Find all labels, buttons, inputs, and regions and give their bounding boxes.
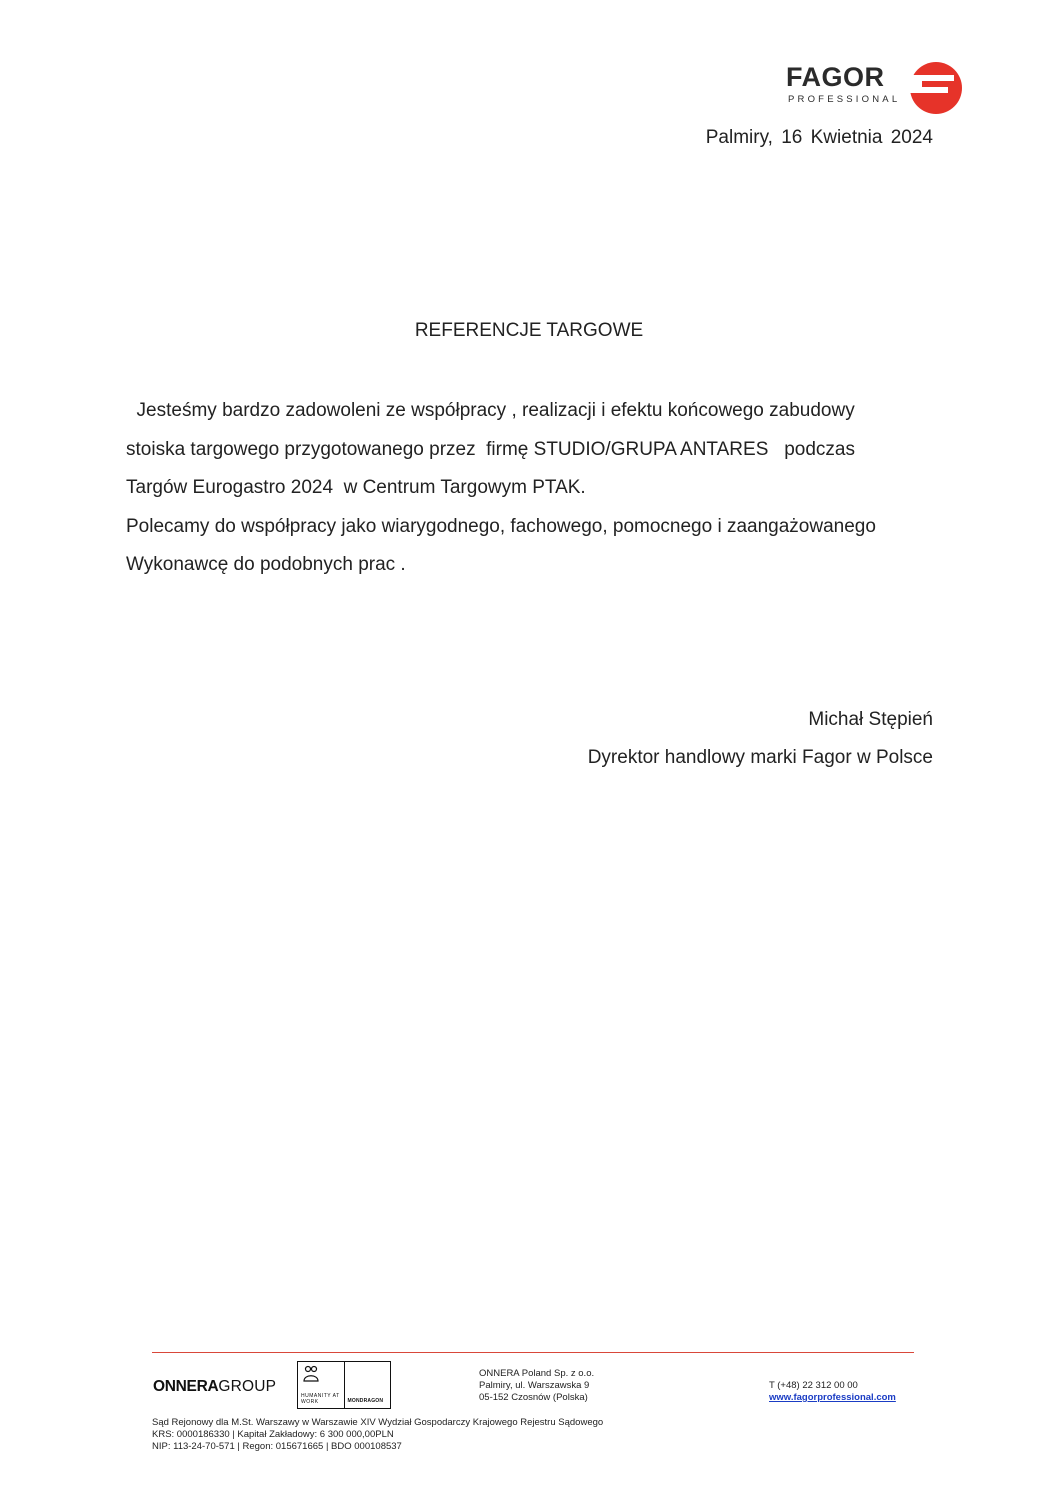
legal-line: Sąd Rejonowy dla M.St. Warszawy w Warszawie XIV Wydział Gospodarczy Krajowego Rejestru Sądowego — [152, 1417, 604, 1428]
company-contact — [769, 1380, 896, 1404]
mondragon-label: MONDRAGON — [347, 1398, 384, 1404]
humanity-label: HUMANITY AT WORK — [301, 1393, 340, 1405]
phone-number: T (+48) 22 312 00 00 — [769, 1380, 858, 1391]
logo-wordmark: FAGOR — [786, 62, 885, 92]
address-line: Palmiry, ul. Warszawska 9 — [479, 1380, 590, 1391]
footer-divider — [152, 1352, 914, 1353]
signature-block — [588, 701, 933, 777]
humanity-at-work-cell — [298, 1362, 344, 1408]
body-line: Jesteśmy bardzo zadowoleni ze współpracy , realizacji i efektu końcowego zabudowy — [126, 400, 855, 421]
address-line: ONNERA Poland Sp. z o.o. — [479, 1368, 595, 1379]
letter-body — [126, 392, 946, 585]
logo-subtitle: PROFESSIONAL — [788, 94, 901, 105]
signer-role: Dyrektor handlowy marki Fagor w Polsce — [587, 747, 933, 768]
cooperative-badge — [297, 1361, 391, 1409]
address-line: 05-152 Czosnów (Polska) — [479, 1392, 588, 1403]
onnera-bold: ONNERA — [153, 1378, 219, 1395]
fagor-logo — [786, 60, 966, 116]
onnera-group-logo — [153, 1378, 276, 1396]
legal-info — [152, 1417, 603, 1453]
document-title: REFERENCJE TARGOWE — [414, 320, 644, 341]
body-line: stoiska targowego przygotowanego przez firmę STUDIO/GRUPA ANTARES podczas — [126, 438, 855, 460]
signer-name: Michał Stępień — [808, 709, 933, 730]
company-address — [479, 1368, 594, 1404]
website-link[interactable]: www.fagorprofessional.com — [769, 1392, 896, 1403]
body-line: Wykonawcę do podobnych prac . — [126, 554, 406, 575]
legal-line: KRS: 0000186330 | Kapitał Zakładowy: 6 300 000,00PLN — [152, 1429, 394, 1440]
humanity-people-icon — [303, 1365, 319, 1383]
mondragon-cell — [344, 1362, 391, 1408]
fagor-mark-icon — [904, 60, 962, 116]
legal-line: NIP: 113-24-70-571 | Regon: 015671665 | BDO 000108537 — [152, 1441, 402, 1452]
body-line: Targów Eurogastro 2024 w Centrum Targowym PTAK. — [126, 477, 586, 498]
letter-date: Palmiry, 16 Kwietnia 2024 — [705, 127, 933, 148]
body-line: Polecamy do współpracy jako wiarygodnego, fachowego, pomocnego i zaangażowanego — [126, 515, 876, 537]
onnera-group-text: GROUP — [218, 1378, 277, 1395]
